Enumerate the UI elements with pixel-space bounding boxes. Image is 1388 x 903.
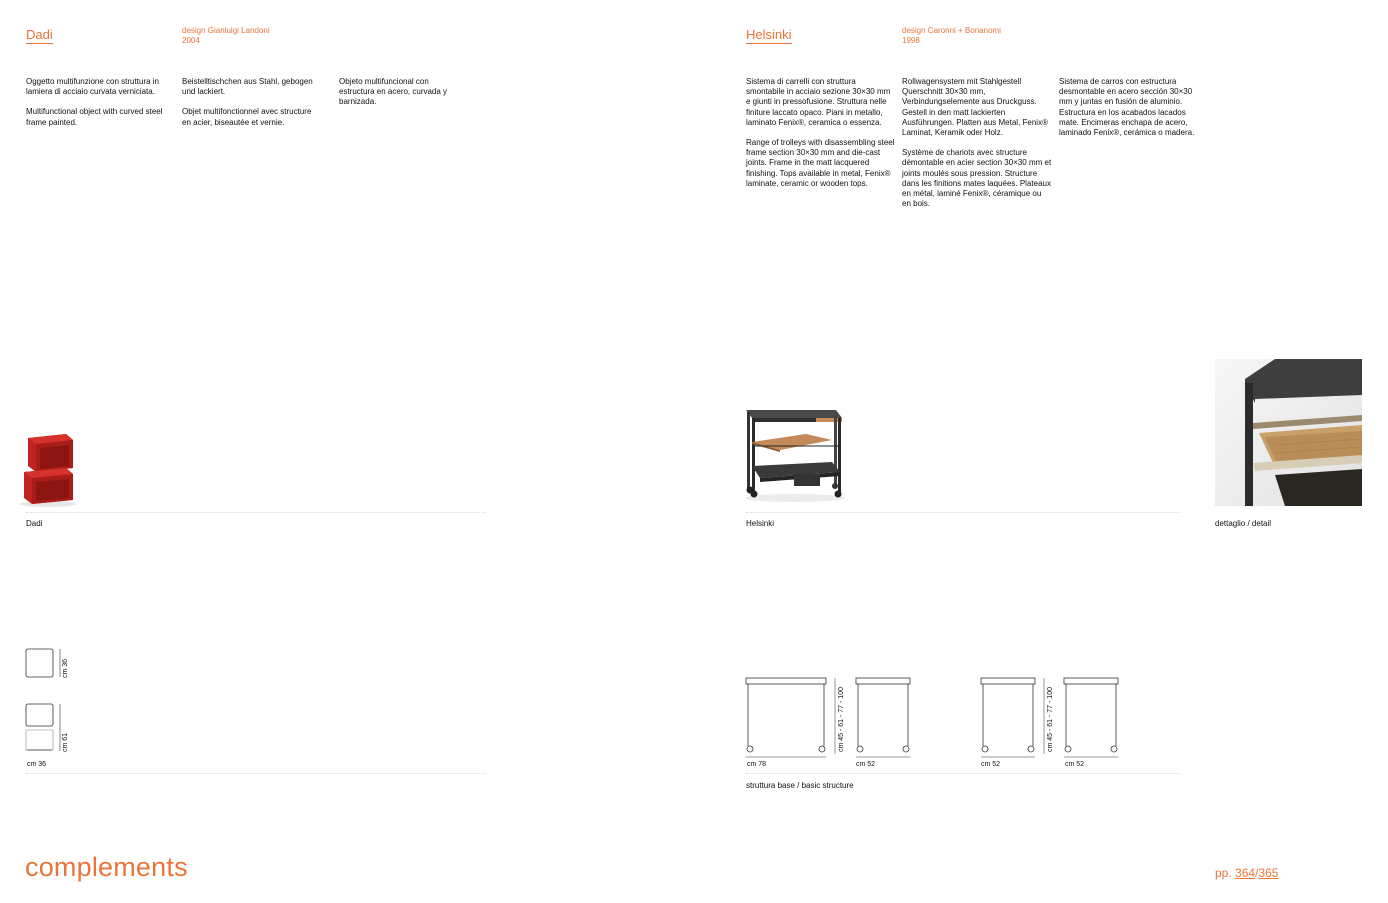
pages-separator: / [1255, 866, 1259, 880]
dadi-year: 2004 [182, 36, 200, 45]
dadi-divider-1 [26, 512, 486, 513]
helsinki-dim-width-2: cm 52 [856, 761, 876, 768]
helsinki-title: Helsinki [746, 27, 792, 42]
dadi-designer: design Gianluigi Landoni [182, 26, 270, 35]
helsinki-dim-height-1: cm 45 - 61 - 77 - 100 [838, 687, 845, 752]
dadi-text-col3 [339, 77, 464, 118]
detail-caption: dettaglio / detail [1215, 519, 1272, 528]
helsinki-designer: design Caronni + Bonanomi [902, 26, 1001, 35]
helsinki-dim-width-4: cm 52 [1065, 761, 1085, 768]
helsinki-detail-image [1215, 359, 1362, 506]
page-link-364[interactable]: 364 [1235, 866, 1256, 880]
helsinki-text-col1 [746, 77, 896, 199]
dadi-credit [182, 26, 270, 46]
dadi-divider-2 [26, 773, 486, 774]
page-link-365[interactable]: 365 [1258, 866, 1279, 880]
helsinki-text-it: Sistema di carrelli con struttura smontabile in acciaio sezione 30×30 mm e giunti in pressofusione. Struttura nelle finiture laccato opaco. Piani in metallo, laminato Fenix®, ceramica o essenza. [746, 77, 891, 127]
helsinki-dimension-drawing [742, 672, 1132, 758]
dadi-text-it: Oggetto multifunzione con struttura in lamiera di acciaio curvata verniciata. [26, 77, 159, 97]
helsinki-caption: Helsinki [746, 519, 775, 528]
helsinki-divider-1 [746, 512, 1180, 513]
helsinki-text-col3 [1059, 77, 1199, 148]
helsinki-product-image [740, 404, 848, 504]
helsinki-divider-2 [746, 773, 1180, 774]
helsinki-year: 1998 [902, 36, 920, 45]
dadi-title: Dadi [26, 27, 53, 42]
dadi-dim-width: cm 36 [27, 761, 47, 768]
dadi-text-col1 [26, 77, 176, 138]
helsinki-text-col2 [902, 77, 1052, 219]
dadi-text-de: Beistelltischchen aus Stahl, gebogen und lackiert. [182, 77, 313, 97]
helsinki-dim-width-1: cm 78 [747, 761, 767, 768]
helsinki-text-en: Range of trolleys with disassembling steel frame section 30×30 mm and die-cast joints. Frame in the matt lacquered finishing. Tops available in metal, Fenix® laminate, ceramic or wooden tops. [746, 138, 895, 188]
helsinki-dim-height-2: cm 45 - 61 - 77 - 100 [1047, 687, 1054, 752]
helsinki-text-es: Sistema de carros con estructura desmontable en acero sección 30×30 mm y juntas en fusión de aluminio. Estructura en los acabados lacados mate. Encimeras enchapa de acero, laminado Fenix®, cerámica o madera. [1059, 77, 1195, 138]
dadi-text-es: Objeto multifuncional con estructura en acero, curvada y barnizada. [339, 77, 448, 107]
dadi-dim-height-36: cm 36 [62, 658, 69, 678]
helsinki-credit [902, 26, 1001, 46]
page-numbers [1215, 866, 1278, 880]
pages-prefix: pp. [1215, 866, 1236, 880]
dadi-dim-height-61: cm 61 [62, 732, 69, 752]
helsinki-dim-width-3: cm 52 [981, 761, 1001, 768]
dadi-caption: Dadi [26, 519, 43, 528]
dadi-product-image [16, 430, 78, 508]
structure-caption: struttura base / basic structure [746, 781, 854, 790]
section-title: complements [25, 852, 188, 882]
dadi-text-col2 [182, 77, 317, 138]
dadi-text-en: Multifunctional object with curved steel frame painted. [26, 107, 163, 127]
helsinki-text-fr: Système de chariots avec structure démontable en acier section 30×30 mm et joints moulés sous pression. Structure dans les finitions mates laquées. Plateaux en métal, laminé Fenix®, céramique ou en bois. [902, 148, 1052, 209]
dadi-text-fr: Objet multifonctionnel avec structure en acier, biseautée et vernie. [182, 107, 312, 127]
helsinki-text-de: Rollwagensystem mit Stahlgestell Querschnitt 30×30 mm, Verbindungselemente aus Druckguss. Gestell in den matt lackierten Ausführungen. Platten aus Metal, Fenix® Laminat, Keramik oder Holz. [902, 77, 1048, 138]
